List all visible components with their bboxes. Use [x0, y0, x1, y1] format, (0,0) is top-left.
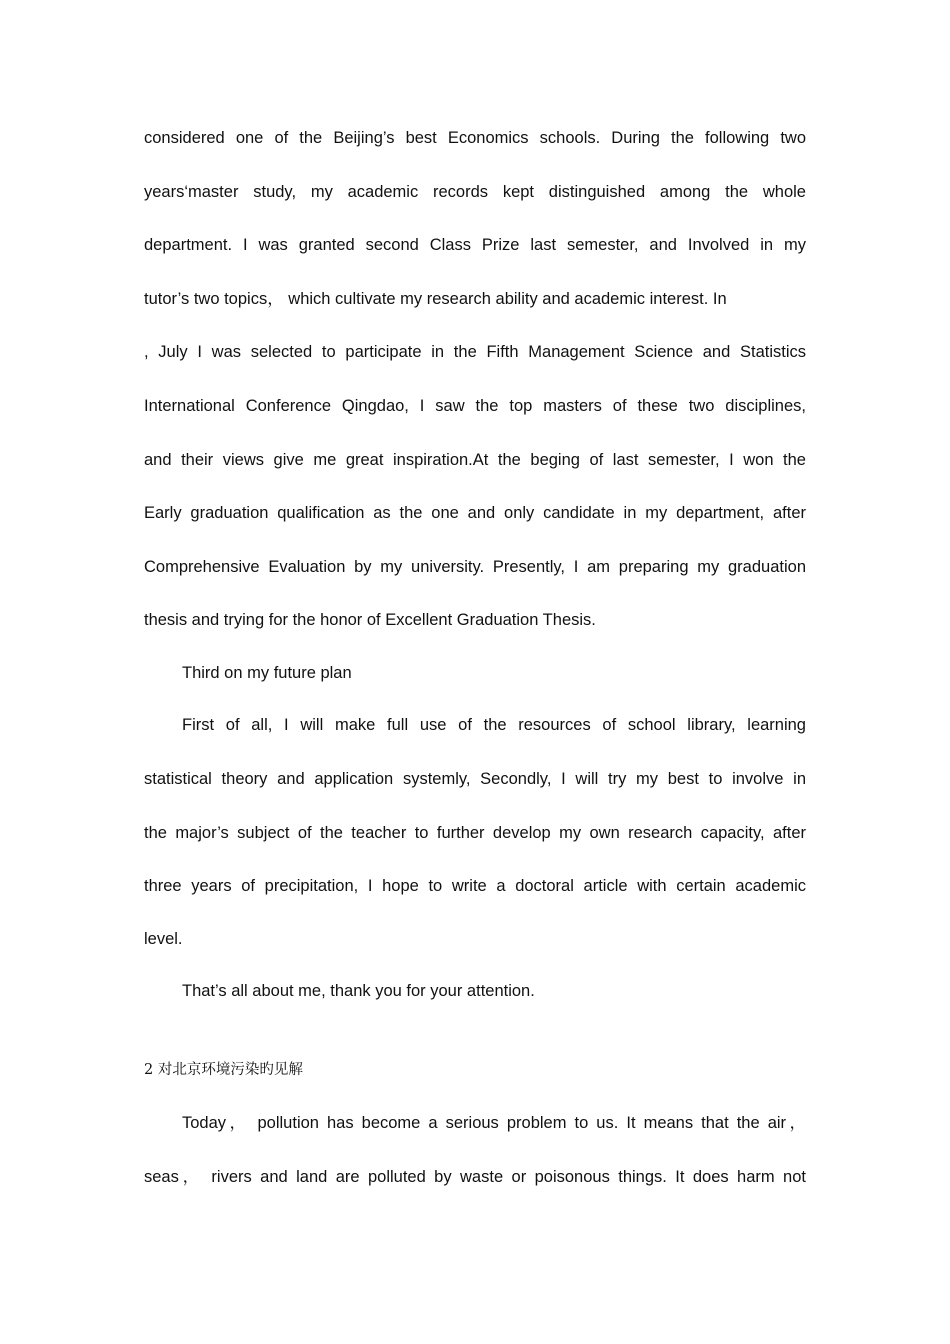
text-line: level.	[144, 929, 183, 948]
text-line: seas， rivers and land are polluted by waste or poisonous things. It does harm not	[144, 1167, 806, 1186]
text-line: years‘master study, my academic records kept distinguished among the whole	[144, 182, 806, 201]
text-line: considered one of the Beijing’s best Economics schools. During the following two	[144, 129, 806, 147]
text-line: three years of precipitation, I hope to write a doctoral article with certain academic	[144, 877, 806, 896]
text-line: First of all, I will make full use of the resources of school library, learning	[182, 716, 806, 735]
text-line: International Conference Qingdao, I saw the top masters of these two disciplines,	[144, 396, 806, 415]
text-line: and their views give me great inspiration.At the beging of last semester, I won the	[144, 450, 806, 469]
text-line: Today， pollution has become a serious problem to us. It means that the air，	[182, 1113, 806, 1132]
document-body	[144, 112, 806, 1204]
text-line: thesis and trying for the honor of Excellent Graduation Thesis.	[144, 611, 596, 630]
text-line: the major’s subject of the teacher to further develop my own research capacity, after	[144, 823, 806, 842]
text-line: , July I was selected to participate in the Fifth Management Science and Statistics	[144, 343, 806, 362]
text-line: Comprehensive Evaluation by my university. Presently, I am preparing my graduation	[144, 557, 806, 576]
text-line: statistical theory and application systemly, Secondly, I will try my best to involve in	[144, 770, 806, 789]
closing-line: That’s all about me, thank you for your attention.	[182, 982, 535, 1001]
text-line: Early graduation qualification as the one and only candidate in my department, after	[144, 504, 806, 523]
subheading-future-plan: Third on my future plan	[182, 663, 352, 682]
text-line: tutor’s two topics， which cultivate my research ability and academic interest. In	[144, 289, 727, 308]
text-line: department. I was granted second Class Prize last semester, and Involved in my	[144, 236, 806, 255]
section-heading: 2 对北京环境污染旳见解	[144, 1061, 303, 1078]
